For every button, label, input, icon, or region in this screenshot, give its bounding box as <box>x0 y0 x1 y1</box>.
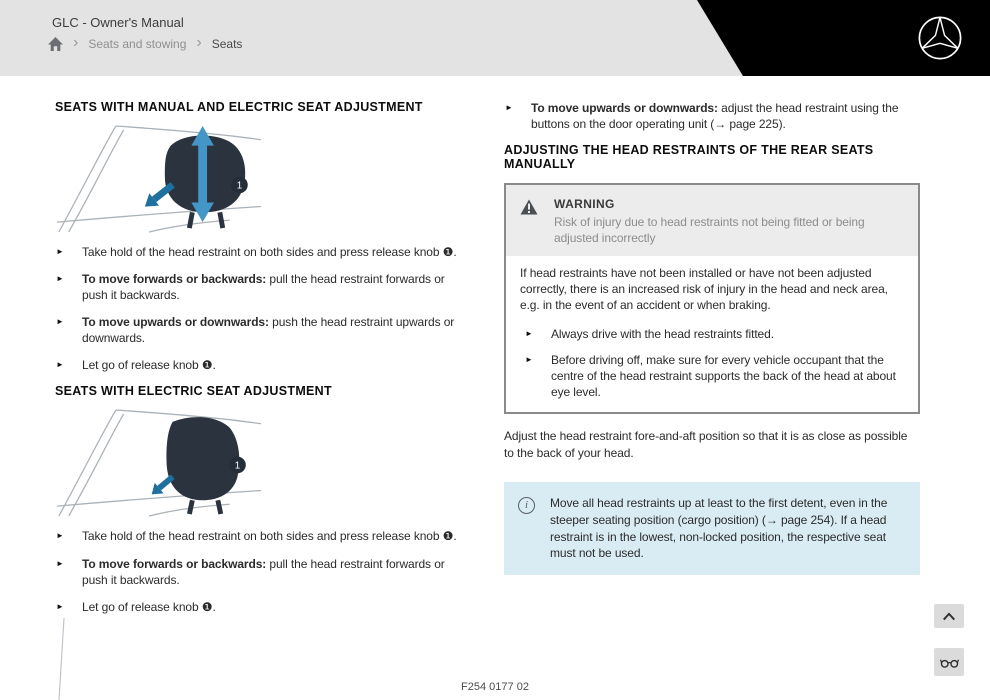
section-heading-rear-seats: ADJUSTING THE HEAD RESTRAINTS OF THE REAR SEATS MANUALLY <box>504 143 874 172</box>
chevron-right-icon: › <box>196 33 202 51</box>
headrest-shape <box>166 418 239 501</box>
warning-risk-text: Risk of injury due to head restraints not being fitted or being adjusted incorrectly <box>554 215 865 245</box>
info-text: Move all head restraints up at least to the first detent, even in the steeper seating position (cargo position) (→ page 254). If a head restraint is in the lowest, non-locked position, the respective seat must not be used. <box>550 495 888 561</box>
bullet-arrow-icon: ► <box>56 531 64 541</box>
warning-box <box>504 183 920 414</box>
warning-header-text <box>554 197 904 247</box>
instruction-text: To move forwards or backwards: pull the head restraint forwards or push it backwards. <box>82 556 445 587</box>
scroll-to-top-button[interactable] <box>934 604 964 628</box>
view-button[interactable] <box>934 648 964 676</box>
chevron-up-icon <box>942 612 956 621</box>
breadcrumb-seats[interactable]: Seats <box>211 37 243 51</box>
instruction-text: Let go of release knob ❶. <box>82 599 216 614</box>
instruction-text: To move forwards or backwards: pull the head restraint forwards or push it backwards. <box>82 272 445 303</box>
breadcrumb-seats-and-stowing[interactable]: Seats and stowing <box>88 37 187 51</box>
header-bar <box>0 0 990 76</box>
bullet-arrow-icon: ► <box>525 329 533 339</box>
figure-headrest-electric-adjustment <box>55 408 261 518</box>
instruction-text: Take hold of the head restraint on both sides and press release knob ❶. <box>82 529 457 544</box>
bullet-arrow-icon: ► <box>505 103 513 112</box>
instruction-text: To move upwards or downwards: push the head restraint upwards or downwards. <box>82 315 455 346</box>
bullet-arrow-icon: ► <box>525 355 533 365</box>
home-icon[interactable] <box>48 37 63 51</box>
bullet-arrow-icon: ► <box>56 601 64 611</box>
instruction-text: Take hold of the head restraint on both sides and press release knob ❶. <box>82 245 457 259</box>
bullet-arrow-icon: ► <box>56 247 64 256</box>
warning-bullet <box>524 326 904 342</box>
mercedes-logo <box>917 15 963 61</box>
instruction-bullet <box>55 314 473 346</box>
instruction-text: Let go of release knob ❶. <box>82 358 216 373</box>
warning-bullet-text: Always drive with the head restraints fitted. <box>551 327 774 342</box>
svg-text:1: 1 <box>236 180 243 192</box>
adjustment-paragraph: Adjust the head restraint fore-and-aft position so that it is as close as possible to the back of your head. <box>504 429 908 461</box>
breadcrumb <box>48 33 243 51</box>
info-icon: i <box>518 497 535 514</box>
bullet-arrow-icon: ► <box>56 360 64 370</box>
glasses-icon <box>940 657 959 668</box>
warning-icon <box>520 199 538 215</box>
figure-headrest-manual-adjustment <box>55 124 261 234</box>
section-heading-manual-electric: SEATS WITH MANUAL AND ELECTRIC SEAT ADJUSTMENT <box>55 100 423 114</box>
svg-text:1: 1 <box>234 460 241 472</box>
warning-bullet-text: Before driving off, make sure for every vehicle occupant that the centre of the head restraint supports the back of the head at about eye level. <box>551 353 896 400</box>
instruction-bullet <box>55 599 473 615</box>
page-title: GLC - Owner's Manual <box>52 15 184 30</box>
figure-code: F254 0177 02 <box>461 681 529 693</box>
instruction-bullet <box>55 556 473 588</box>
bullet-arrow-icon: ► <box>56 558 64 568</box>
instruction-text: To move upwards or downwards: adjust the head restraint using the buttons on the door operating unit (→ page 225). <box>531 101 899 132</box>
instruction-bullet <box>55 271 473 303</box>
info-box <box>504 482 920 575</box>
warning-bullet <box>524 352 904 400</box>
instruction-bullet <box>504 100 920 132</box>
instruction-bullet <box>55 528 473 544</box>
instruction-bullet <box>55 244 473 260</box>
warning-header <box>506 185 918 256</box>
warning-body <box>506 256 918 413</box>
right-column <box>504 100 920 575</box>
release-knob-callout <box>231 177 248 194</box>
chevron-right-icon: › <box>73 33 79 51</box>
section-heading-electric: SEATS WITH ELECTRIC SEAT ADJUSTMENT <box>55 384 332 399</box>
warning-body-text: If head restraints have not been installed or have not been adjusted correctly, there is an increased risk of injury in the head and neck area, e.g. in the event of an accident or when braking. <box>520 265 888 312</box>
bullet-arrow-icon: ► <box>56 274 64 284</box>
left-column <box>55 100 473 626</box>
bullet-arrow-icon: ► <box>56 317 64 327</box>
warning-title: WARNING <box>554 197 615 212</box>
release-knob-callout <box>229 457 246 474</box>
instruction-bullet <box>55 357 473 373</box>
